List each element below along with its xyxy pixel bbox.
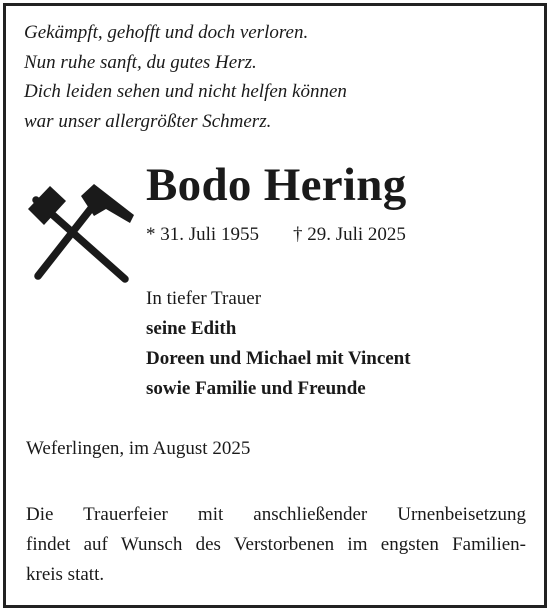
deceased-name: Bodo Hering (146, 159, 407, 211)
poem (24, 18, 347, 136)
birth-date: * 31. Juli 1955 (146, 224, 259, 245)
service-line: findet auf Wunsch des Verstorbenen im engsten Familien- (26, 534, 526, 555)
hammer-and-pick-icon (22, 183, 137, 283)
mourners-intro: In tiefer Trauer (146, 288, 262, 309)
service-line: Die Trauerfeier mit anschließender Urnenbeisetzung (26, 504, 526, 525)
poem-line: Dich leiden sehen und nicht helfen können (24, 81, 347, 102)
service-line: kreis statt. (26, 564, 105, 585)
place-date: Weferlingen, im August 2025 (26, 438, 251, 459)
mourner-line: Doreen und Michael mit Vincent (146, 348, 411, 369)
death-date: † 29. Juli 2025 (292, 224, 406, 245)
mourners-block (146, 284, 411, 404)
poem-line: Gekämpft, gehofft und doch verloren. (24, 22, 309, 43)
mourner-line: sowie Familie und Freunde (146, 378, 366, 399)
poem-line: Nun ruhe sanft, du gutes Herz. (24, 51, 257, 73)
mourner-line: seine Edith (146, 318, 237, 339)
life-dates (146, 224, 406, 246)
service-notice (26, 500, 526, 590)
poem-line: war unser allergrößter Schmerz. (24, 110, 272, 132)
